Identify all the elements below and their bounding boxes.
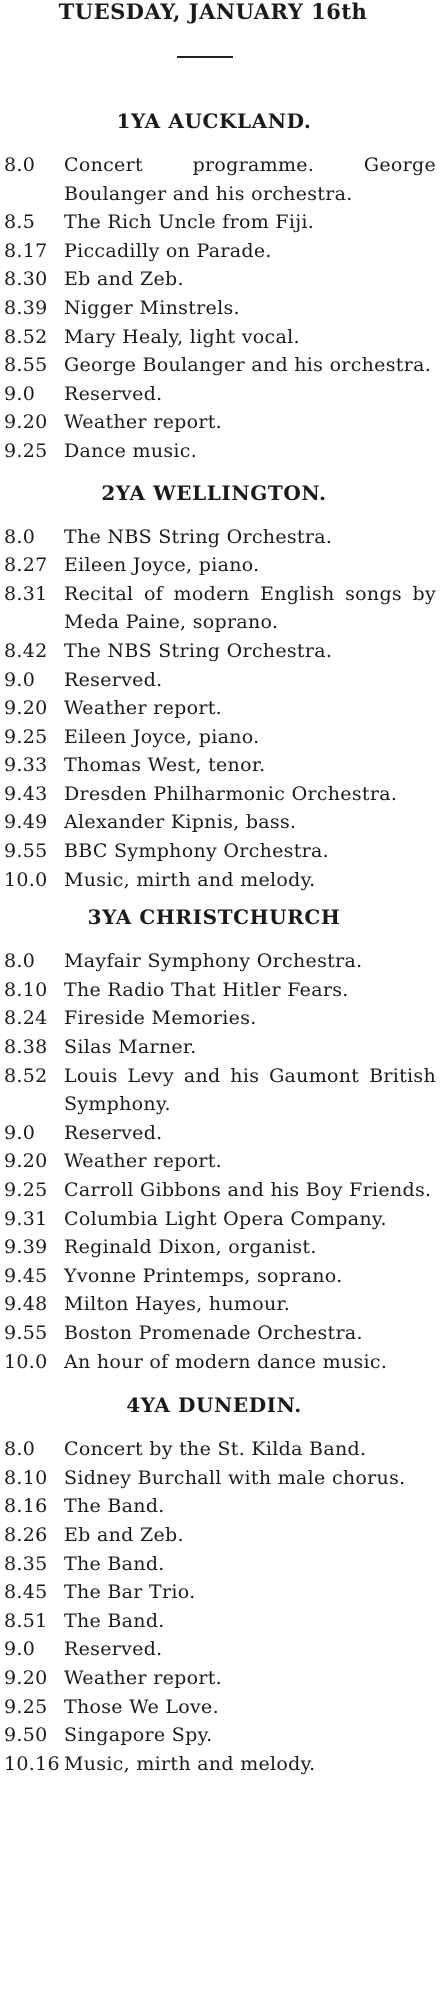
station-heading: 3YA CHRISTCHURCH xyxy=(87,905,341,930)
programme-title: Music, mirth and melody. xyxy=(64,1752,316,1775)
programme-time: 9.20 xyxy=(4,1150,48,1173)
programme-title: The NBS String Orchestra. xyxy=(64,639,333,662)
programme-time: 8.5 xyxy=(4,211,36,234)
programme-title: Milton Hayes, humour. xyxy=(64,1293,291,1316)
programme-entry xyxy=(0,151,446,208)
programme-title: Columbia Light Opera Company. xyxy=(64,1207,387,1230)
programme-time: 8.39 xyxy=(4,296,48,319)
programme-time: 8.52 xyxy=(4,325,48,348)
station-heading: 1YA AUCKLAND. xyxy=(116,109,312,133)
programme-list xyxy=(0,947,446,1376)
programme-time: 8.17 xyxy=(4,239,48,262)
programme-entry xyxy=(0,694,446,723)
programme-time: 8.35 xyxy=(4,1552,48,1575)
programme-entry xyxy=(0,1578,446,1607)
programme-time: 9.33 xyxy=(4,754,48,777)
programme-time: 9.48 xyxy=(4,1293,48,1316)
programme-time: 9.25 xyxy=(4,439,48,462)
programme-entry xyxy=(0,323,446,352)
programme-time: 9.50 xyxy=(4,1724,48,1747)
programme-time: 8.16 xyxy=(4,1495,48,1518)
programme-entry xyxy=(0,1062,446,1119)
programme-entry xyxy=(0,351,446,380)
programme-entry xyxy=(0,1119,446,1148)
programme-time: 9.0 xyxy=(4,1638,36,1661)
programme-entry xyxy=(0,1205,446,1234)
station-2ya-wellington xyxy=(0,480,446,895)
programme-entry xyxy=(0,1262,446,1291)
programme-title: Singapore Spy. xyxy=(64,1724,213,1747)
programme-entry xyxy=(0,1464,446,1493)
programme-title: Weather report. xyxy=(64,1666,222,1689)
programme-time: 8.24 xyxy=(4,1007,48,1030)
programme-title: The NBS String Orchestra. xyxy=(64,525,333,548)
programme-time: 9.25 xyxy=(4,1179,48,1201)
programme-time: 8.38 xyxy=(4,1036,48,1059)
programme-title: Reserved. xyxy=(64,1638,163,1661)
programme-title: Eb and Zeb. xyxy=(64,268,184,291)
programme-time: 8.51 xyxy=(4,1609,48,1632)
programme-title: Weather report. xyxy=(64,411,222,434)
programme-entry xyxy=(0,976,446,1005)
programme-title: An hour of modern dance music. xyxy=(64,1350,388,1373)
programme-entry xyxy=(0,723,446,752)
programme-entry xyxy=(0,523,446,552)
programme-title: Piccadilly on Parade. xyxy=(64,239,272,262)
programme-time: 10.0 xyxy=(4,868,48,891)
programme-time: 8.27 xyxy=(4,554,48,577)
programme-entry xyxy=(0,1233,446,1262)
station-1ya-auckland xyxy=(0,108,446,466)
programme-time: 9.49 xyxy=(4,811,48,834)
station-4ya-dunedin xyxy=(0,1392,446,1778)
programme-entry xyxy=(0,437,446,466)
programme-title: Dance music. xyxy=(64,439,198,462)
station-heading: 4YA DUNEDIN. xyxy=(126,1393,302,1418)
programme-title: Carroll Gibbons and his Boy Friends. xyxy=(64,1179,432,1201)
programme-title: Eileen Joyce, piano. xyxy=(64,725,260,748)
programme-title: Reserved. xyxy=(64,1121,163,1144)
programme-list xyxy=(0,523,446,895)
programme-title: Reserved. xyxy=(64,382,163,405)
programme-entry xyxy=(0,780,446,809)
programme-entry xyxy=(0,380,446,409)
programme-title: The Band. xyxy=(64,1552,165,1575)
programme-title: Nigger Minstrels. xyxy=(64,296,240,319)
heading-rule xyxy=(177,56,233,58)
programme-time: 9.20 xyxy=(4,411,48,434)
programme-title: Weather report. xyxy=(64,697,222,720)
programme-time: 9.20 xyxy=(4,697,48,720)
programme-title: Silas Marner. xyxy=(64,1036,197,1059)
programme-time: 8.10 xyxy=(4,1466,48,1489)
programme-time: 9.0 xyxy=(4,668,36,691)
programme-title: George Boulanger and his orchestra. xyxy=(64,354,432,377)
programme-title: Eileen Joyce, piano. xyxy=(64,554,260,577)
programme-time: 8.26 xyxy=(4,1523,48,1546)
programme-time: 8.0 xyxy=(4,950,36,973)
programme-entry xyxy=(0,947,446,976)
programme-entry xyxy=(0,666,446,695)
programme-entry xyxy=(0,1607,446,1636)
programme-time: 9.0 xyxy=(4,382,36,405)
programme-title: The Rich Uncle from Fiji. xyxy=(64,211,315,234)
programme-entry xyxy=(0,808,446,837)
programme-entry xyxy=(0,751,446,780)
programme-entry xyxy=(0,580,446,637)
programme-entry xyxy=(0,237,446,266)
programme-time: 9.39 xyxy=(4,1236,48,1259)
programme-entry xyxy=(0,866,446,895)
programme-entry xyxy=(0,1319,446,1348)
programme-title: Eb and Zeb. xyxy=(64,1523,184,1546)
programme-title: The Band. xyxy=(64,1495,165,1518)
programme-time: 9.0 xyxy=(4,1121,36,1144)
programme-entry xyxy=(0,408,446,437)
station-heading: 2YA WELLINGTON. xyxy=(101,480,327,505)
programme-title: Concert programme. George Boulanger and his orchestra. xyxy=(64,154,436,205)
programme-time: 9.55 xyxy=(4,1321,48,1344)
programme-time: 9.25 xyxy=(4,1695,48,1718)
programme-entry xyxy=(0,1033,446,1062)
programme-entry xyxy=(0,1693,446,1722)
programme-time: 10.0 xyxy=(4,1350,48,1373)
programme-time: 8.30 xyxy=(4,268,48,291)
programme-entry xyxy=(0,1664,446,1693)
programme-entry xyxy=(0,1176,446,1205)
programme-time: 8.55 xyxy=(4,354,48,377)
programme-title: Yvonne Printemps, soprano. xyxy=(64,1264,343,1287)
programme-entry xyxy=(0,1550,446,1579)
station-3ya-christchurch xyxy=(0,904,446,1376)
programme-title: Mary Healy, light vocal. xyxy=(64,325,300,348)
programme-title: Thomas West, tenor. xyxy=(64,754,266,777)
programme-entry xyxy=(0,1147,446,1176)
programme-title: Weather report. xyxy=(64,1150,222,1173)
programme-entry xyxy=(0,1721,446,1750)
programme-time: 9.43 xyxy=(4,782,48,805)
programme-time: 8.42 xyxy=(4,639,48,662)
programme-entry xyxy=(0,1635,446,1664)
programme-entry xyxy=(0,1435,446,1464)
programme-time: 8.52 xyxy=(4,1064,48,1087)
programme-entry xyxy=(0,837,446,866)
programme-list xyxy=(0,1435,446,1778)
programme-time: 9.25 xyxy=(4,725,48,748)
programme-title: Those We Love. xyxy=(64,1695,219,1718)
programme-time: 9.45 xyxy=(4,1264,48,1287)
programme-entry xyxy=(0,208,446,237)
programme-entry xyxy=(0,294,446,323)
programme-time: 8.10 xyxy=(4,978,48,1001)
programme-time: 8.0 xyxy=(4,1438,36,1461)
programme-entry xyxy=(0,551,446,580)
programme-title: The Band. xyxy=(64,1609,165,1632)
programme-entry xyxy=(0,1004,446,1033)
programme-title: Music, mirth and melody. xyxy=(64,868,316,891)
programme-time: 8.0 xyxy=(4,154,36,176)
date-heading: TUESDAY, JANUARY 16th xyxy=(58,0,368,24)
programme-title: Mayfair Symphony Orchestra. xyxy=(64,950,363,973)
programme-title: Recital of modern English songs by Meda Paine, soprano. xyxy=(64,582,436,634)
programme-time: 9.20 xyxy=(4,1666,48,1689)
programme-time: 10.16 xyxy=(4,1752,60,1775)
programme-title: Fireside Memories. xyxy=(64,1007,257,1030)
programme-list xyxy=(0,151,446,466)
programme-entry xyxy=(0,1492,446,1521)
programme-title: Concert by the St. Kilda Band. xyxy=(64,1438,367,1461)
programme-time: 9.55 xyxy=(4,840,48,863)
programme-title: BBC Symphony Orchestra. xyxy=(64,840,329,863)
programme-title: Reginald Dixon, organist. xyxy=(64,1236,317,1259)
programme-entry xyxy=(0,637,446,666)
programme-title: The Bar Trio. xyxy=(64,1581,196,1604)
programme-time: 8.31 xyxy=(4,582,48,605)
programme-time: 8.0 xyxy=(4,525,36,548)
programme-entry xyxy=(0,1521,446,1550)
programme-entry xyxy=(0,265,446,294)
programme-entry xyxy=(0,1290,446,1319)
programme-title: Boston Promenade Orchestra. xyxy=(64,1321,363,1344)
programme-title: Dresden Philharmonic Orchestra. xyxy=(64,782,398,805)
programme-entry xyxy=(0,1348,446,1377)
programme-time: 9.31 xyxy=(4,1207,48,1230)
programme-title: Louis Levy and his Gaumont British Symphony. xyxy=(64,1064,436,1116)
programme-title: Sidney Burchall with male chorus. xyxy=(64,1466,406,1489)
programme-title: Reserved. xyxy=(64,668,163,691)
station-list xyxy=(0,108,446,1778)
programme-title: The Radio That Hitler Fears. xyxy=(64,978,349,1001)
programme-time: 8.45 xyxy=(4,1581,48,1604)
programme-entry xyxy=(0,1750,446,1779)
programme-title: Alexander Kipnis, bass. xyxy=(64,811,297,834)
